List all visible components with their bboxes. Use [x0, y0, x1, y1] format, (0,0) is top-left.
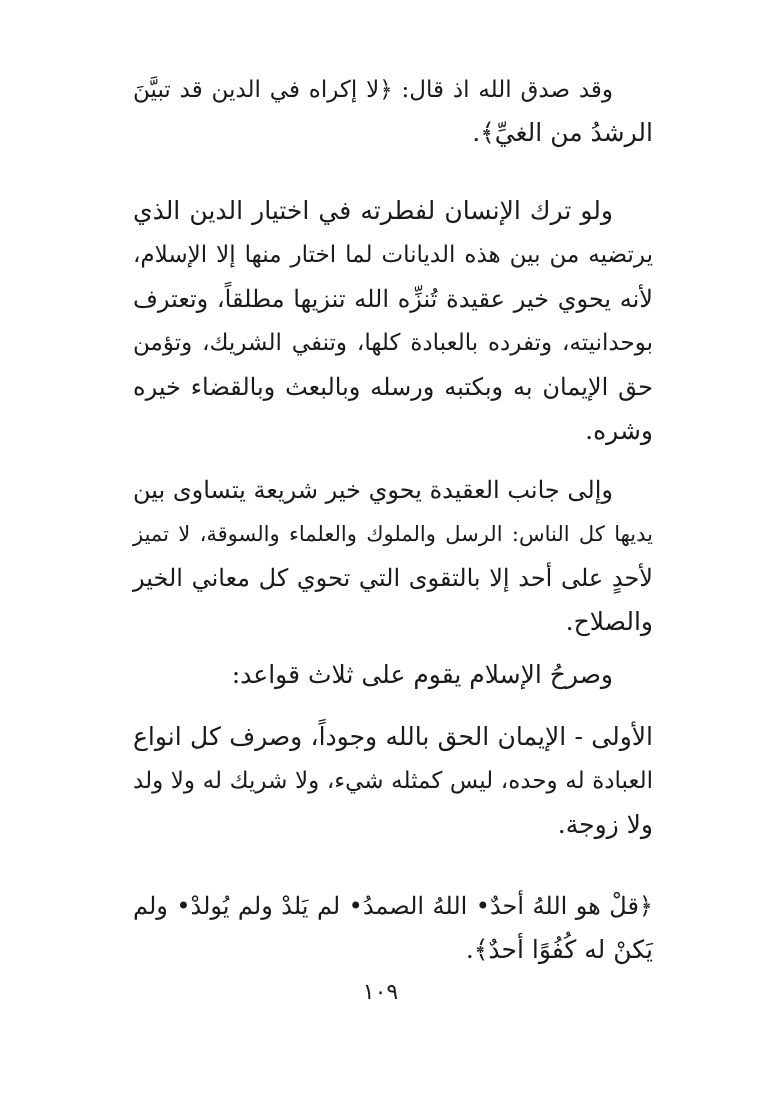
paragraph-3-line-3: لأحدٍ على أحد إلا بالتقوى التي تحوي كل معاني الخير [133, 564, 653, 592]
paragraph-3-line-1: وإلى جانب العقيدة يحوي خير شريعة يتساوى بين [133, 476, 613, 504]
paragraph-1-line-1: وقد صدق الله اذ قال: ﴿لا إكراه في الدين قد تبيَّنَ [133, 77, 613, 103]
paragraph-1-line-2: الرشدُ من الغيِّ﴾. [472, 118, 653, 147]
paragraph-5-line-2: العبادة له وحده، ليس كمثله شيء، ولا شريك له ولا ولد [133, 768, 653, 794]
paragraph-2-line-6: وشره. [585, 416, 653, 445]
paragraph-2-line-5: حق الإيمان به وبكتبه ورسله وبالبعث وبالقضاء خيره [133, 373, 653, 401]
paragraph-2-line-3: لأنه يحوي خير عقيدة تُنزِّه الله تنزيها مطلقاً، وتعترف [133, 285, 653, 313]
paragraph-2-line-4: بوحدانيته، وتفرده بالعبادة كلها، وتنفي الشريك، وتؤمن [133, 330, 653, 356]
paragraph-2-line-1: ولو ترك الإنسان لفطرته في اختيار الدين الذي [133, 196, 613, 225]
paragraph-3-line-4: والصلاح. [565, 607, 653, 636]
paragraph-5-line-3: ولا زوجة. [557, 810, 653, 839]
paragraph-2-line-2: يرتضيه من بين هذه الديانات لما اختار منها إلا الإسلام، [133, 242, 653, 268]
paragraph-5-line-1: الأولى - الإيمان الحق بالله وجوداً، وصرف كل انواع [133, 722, 653, 751]
page-number: ١٠٩ [362, 980, 399, 1005]
verse-line-2: يَكنْ له كُفُوًا أحدٌ﴾. [465, 935, 653, 964]
paragraph-3-line-2: يديها كل الناس: الرسل والملوك والعلماء والسوقة، لا تميز [133, 522, 653, 546]
verse-line-1: ﴿قلْ هو اللهُ أحدٌ• اللهُ الصمدُ• لم يَلدْ ولم يُولدْ• ولم [133, 892, 653, 920]
paragraph-4-line-1: وصرحُ الإسلام يقوم على ثلاث قواعد: [231, 660, 613, 689]
